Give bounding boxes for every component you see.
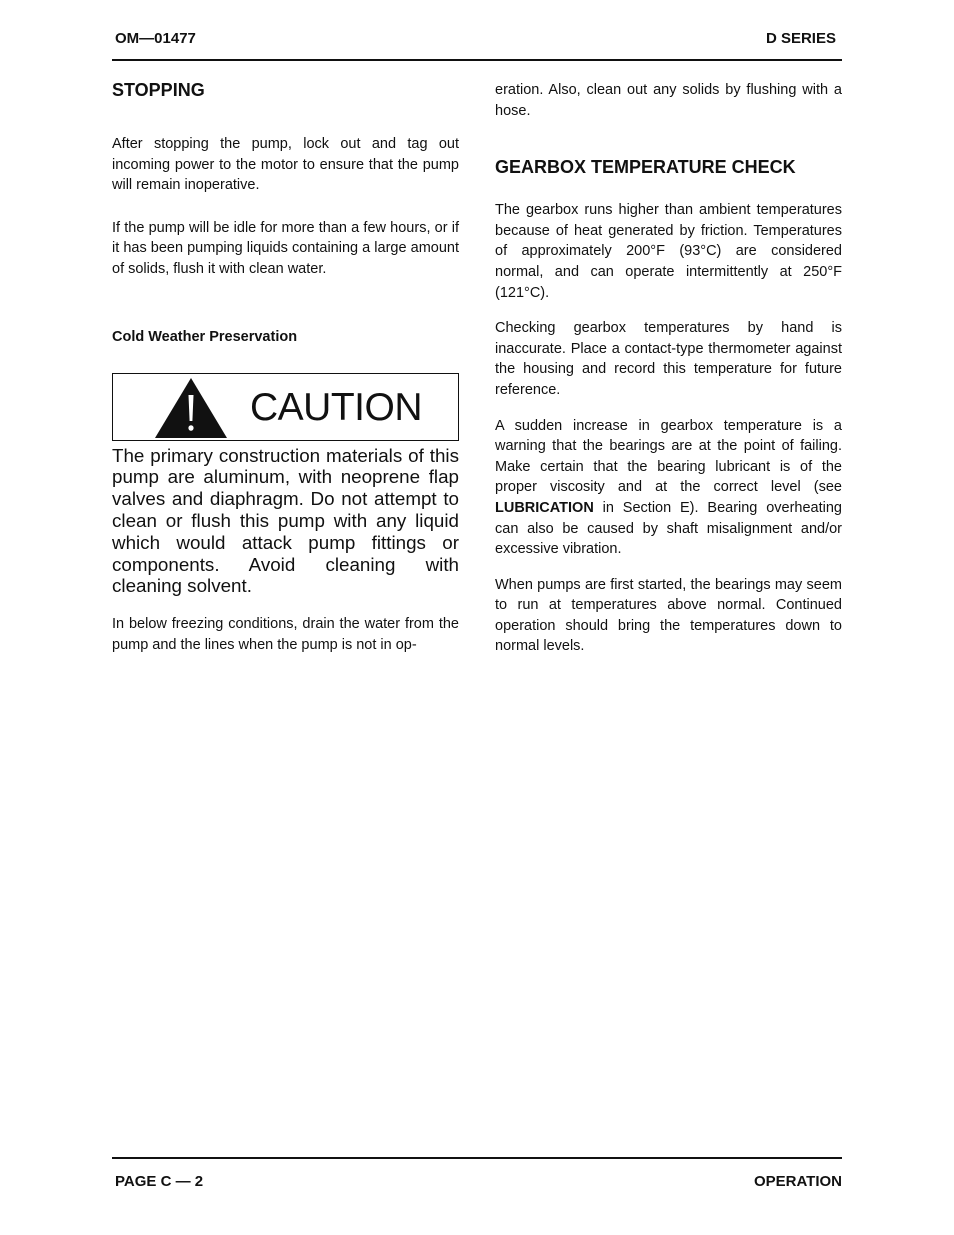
stopping-paragraph-2: If the pump will be idle for more than a few hours, or if it has been pumping liquids containing a large amount of solids, flush it with clean water. [112, 219, 459, 277]
lubrication-reference: LUBRICATION [495, 499, 594, 516]
footer-page-number: PAGE C — 2 [115, 1173, 204, 1190]
stopping-paragraph-1: After stopping the pump, lock out and tag out incoming power to the motor to ensure that the pump will remain inoperative. [112, 136, 459, 194]
gearbox-paragraph-3-start: A sudden increase in gearbox temperature is a warning that the bearings are at the point of failing. Make certain that the bearing lubricant is of the proper viscosity and at the correct level (see [495, 417, 842, 496]
gearbox-paragraph-2: Checking gearbox temperatures by hand is inaccurate. Place a contact-type thermometer against the housing and record this temperature for future reference. [495, 320, 842, 398]
header-rule [112, 59, 842, 61]
freezing-paragraph: In below freezing conditions, drain the water from the pump and the lines when the pump is not in op- [112, 616, 459, 653]
gearbox-paragraph-4: When pumps are first started, the bearings may seem to run at temperatures above normal. Continued operation should bring the temperatures down to normal levels. [495, 576, 842, 655]
gearbox-paragraph-1: The gearbox runs higher than ambient temperatures because of heat generated by friction. Temperatures of approximately 200°F (93°C) are considered normal, and can operate intermittently at 250°F (121°C). [495, 202, 842, 301]
caution-banner [112, 373, 459, 441]
gearbox-heading: GEARBOX TEMPERATURE CHECK [495, 157, 796, 178]
warning-triangle-icon [154, 377, 228, 439]
header-series: D SERIES [765, 30, 836, 47]
footer-rule [112, 1157, 842, 1159]
header-doc-number: OM—01477 [115, 30, 196, 47]
caution-text: The primary construction materials of this pump are aluminum, with neoprene flap valves and diaphragm. Do not attempt to clean or flush this pump with any liquid which would attack pump fittings or components. Avoid cleaning with cleaning solvent. [112, 444, 459, 597]
gearbox-paragraph-3 [495, 416, 842, 560]
left-column [112, 80, 459, 655]
stopping-heading: STOPPING [112, 80, 205, 100]
cold-weather-heading: Cold Weather Preservation [112, 328, 298, 345]
continued-paragraph: eration. Also, clean out any solids by flushing with a hose. [495, 82, 842, 119]
caution-label: CAUTION [250, 385, 422, 429]
gearbox-paragraph-3-end: in Section E). Bearing overheating can also be caused by shaft misalignment and/or excessive vibration. [495, 499, 842, 558]
right-column [495, 80, 842, 657]
footer-section: OPERATION [753, 1173, 842, 1190]
